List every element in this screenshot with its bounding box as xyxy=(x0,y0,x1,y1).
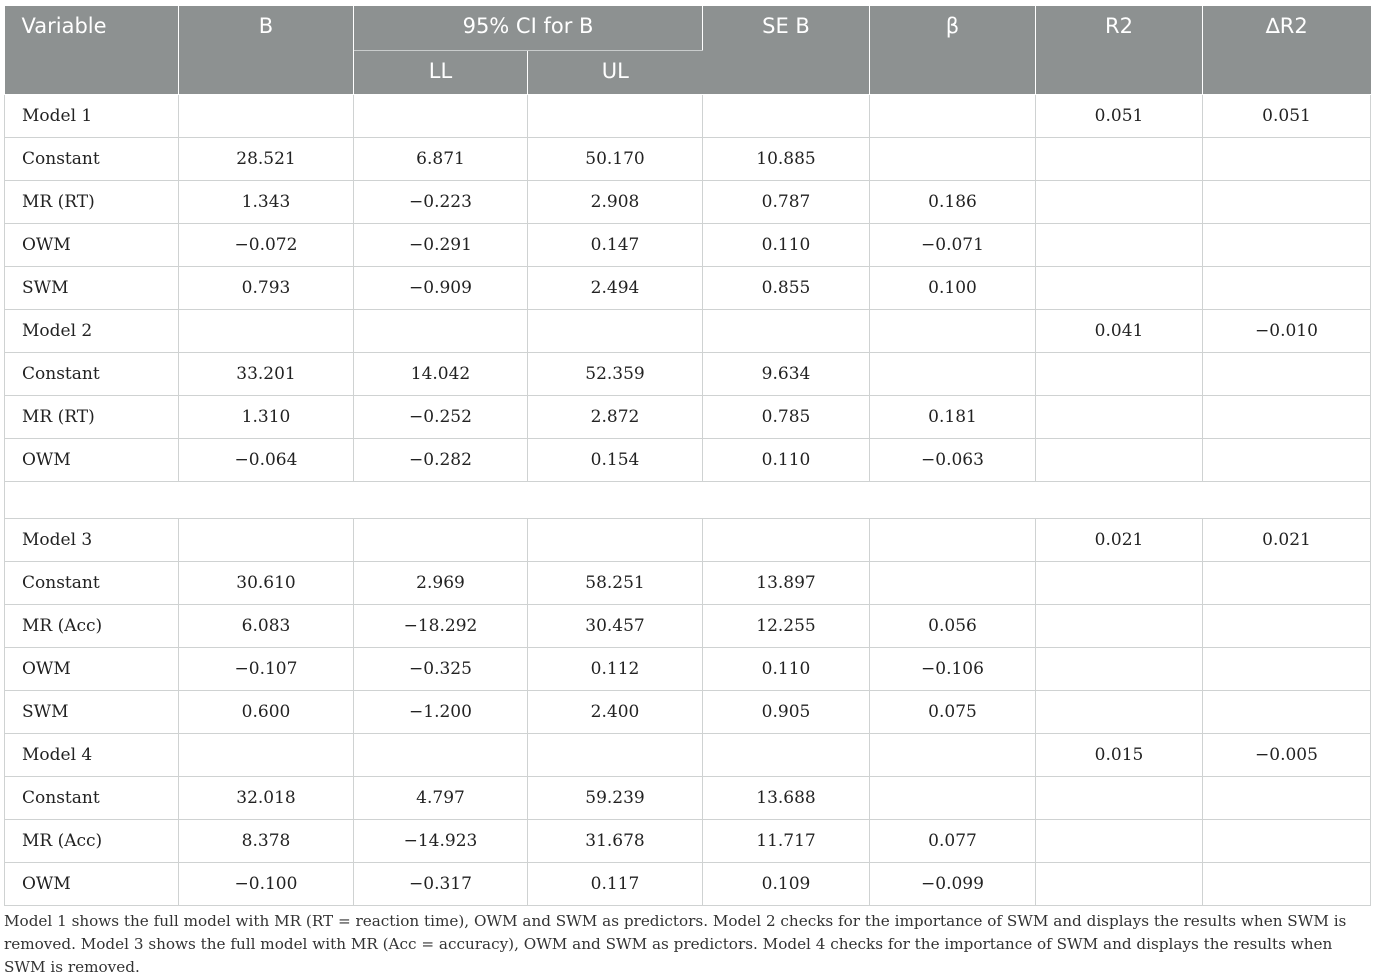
cell-se-b: 0.905 xyxy=(703,690,870,733)
cell-beta xyxy=(870,561,1036,604)
cell-ll xyxy=(354,518,528,561)
cell-se-b: 0.785 xyxy=(703,395,870,438)
table-header xyxy=(5,6,1371,94)
cell-delta-r2 xyxy=(1203,180,1371,223)
cell-se-b xyxy=(703,94,870,137)
cell-se-b: 12.255 xyxy=(703,604,870,647)
cell-ll: −0.317 xyxy=(354,862,528,905)
cell-se-b xyxy=(703,309,870,352)
cell-delta-r2: −0.010 xyxy=(1203,309,1371,352)
cell-beta: 0.075 xyxy=(870,690,1036,733)
cell-variable: Model 4 xyxy=(5,733,179,776)
table-row xyxy=(5,561,1371,604)
table-row xyxy=(5,223,1371,266)
cell-ul: 31.678 xyxy=(528,819,703,862)
cell-se-b xyxy=(703,518,870,561)
table-row xyxy=(5,438,1371,481)
cell-se-b: 0.109 xyxy=(703,862,870,905)
header-variable: Variable xyxy=(5,6,179,94)
cell-ul: 0.117 xyxy=(528,862,703,905)
cell-variable: OWM xyxy=(5,223,179,266)
cell-ul: 2.872 xyxy=(528,395,703,438)
cell-beta: 0.100 xyxy=(870,266,1036,309)
cell-beta: −0.106 xyxy=(870,647,1036,690)
cell-ul: 50.170 xyxy=(528,137,703,180)
cell-ul: 0.154 xyxy=(528,438,703,481)
cell-ll: 2.969 xyxy=(354,561,528,604)
cell-variable: OWM xyxy=(5,862,179,905)
cell-delta-r2 xyxy=(1203,561,1371,604)
cell-r2 xyxy=(1036,604,1203,647)
cell-r2 xyxy=(1036,266,1203,309)
cell-ul: 2.494 xyxy=(528,266,703,309)
cell-b: 6.083 xyxy=(179,604,354,647)
cell-ll xyxy=(354,733,528,776)
table-row xyxy=(5,647,1371,690)
cell-b xyxy=(179,733,354,776)
cell-b: −0.107 xyxy=(179,647,354,690)
header-r2: R2 xyxy=(1036,6,1203,94)
cell-ul: 0.112 xyxy=(528,647,703,690)
cell-ll: −0.909 xyxy=(354,266,528,309)
cell-variable: Model 2 xyxy=(5,309,179,352)
cell-r2 xyxy=(1036,223,1203,266)
header-beta: β xyxy=(870,6,1036,94)
cell-delta-r2: 0.021 xyxy=(1203,518,1371,561)
cell-delta-r2: −0.005 xyxy=(1203,733,1371,776)
cell-b: 33.201 xyxy=(179,352,354,395)
table-row xyxy=(5,776,1371,819)
cell-r2 xyxy=(1036,647,1203,690)
cell-ul xyxy=(528,733,703,776)
table-row xyxy=(5,352,1371,395)
cell-se-b: 13.897 xyxy=(703,561,870,604)
cell-r2: 0.021 xyxy=(1036,518,1203,561)
table-row xyxy=(5,309,1371,352)
cell-beta: −0.099 xyxy=(870,862,1036,905)
cell-beta xyxy=(870,137,1036,180)
cell-ll: −1.200 xyxy=(354,690,528,733)
cell-beta: 0.056 xyxy=(870,604,1036,647)
cell-r2 xyxy=(1036,180,1203,223)
table-row xyxy=(5,819,1371,862)
cell-delta-r2 xyxy=(1203,862,1371,905)
cell-r2 xyxy=(1036,819,1203,862)
table-row xyxy=(5,518,1371,561)
regression-table-container xyxy=(4,6,1370,906)
cell-r2 xyxy=(1036,776,1203,819)
cell-se-b: 0.110 xyxy=(703,647,870,690)
cell-beta xyxy=(870,94,1036,137)
cell-beta: 0.077 xyxy=(870,819,1036,862)
table-row xyxy=(5,266,1371,309)
cell-r2 xyxy=(1036,438,1203,481)
cell-ll: 14.042 xyxy=(354,352,528,395)
cell-b: 0.793 xyxy=(179,266,354,309)
cell-se-b: 0.855 xyxy=(703,266,870,309)
cell-variable: MR (RT) xyxy=(5,180,179,223)
header-delta-r2: ∆R2 xyxy=(1203,6,1371,94)
cell-se-b xyxy=(703,733,870,776)
cell-delta-r2 xyxy=(1203,438,1371,481)
cell-ul: 58.251 xyxy=(528,561,703,604)
cell-b xyxy=(179,518,354,561)
cell-ul xyxy=(528,518,703,561)
table-row xyxy=(5,690,1371,733)
cell-beta xyxy=(870,352,1036,395)
header-ll: LL xyxy=(354,50,528,94)
cell-variable: OWM xyxy=(5,647,179,690)
table-row xyxy=(5,94,1371,137)
cell-r2: 0.015 xyxy=(1036,733,1203,776)
cell-r2 xyxy=(1036,561,1203,604)
cell-ll: −14.923 xyxy=(354,819,528,862)
cell-ul xyxy=(528,94,703,137)
header-ci: 95% CI for B xyxy=(354,6,703,50)
cell-ul xyxy=(528,309,703,352)
cell-r2 xyxy=(1036,690,1203,733)
table-footnote: Model 1 shows the full model with MR (RT = reaction time), OWM and SWM as predictors. Model 2 checks for the importance of SWM and displays the results when SWM is removed. Model 3 shows the full model with MR (Acc = accuracy), OWM and SWM as predictors. Model 4 checks for the importance of SWM and displays the results when SWM is removed. xyxy=(4,912,1347,976)
cell-variable: OWM xyxy=(5,438,179,481)
cell-r2 xyxy=(1036,137,1203,180)
cell-variable: Constant xyxy=(5,352,179,395)
cell-ul: 2.908 xyxy=(528,180,703,223)
table-row xyxy=(5,733,1371,776)
table-row xyxy=(5,604,1371,647)
cell-ll: 6.871 xyxy=(354,137,528,180)
cell-beta xyxy=(870,776,1036,819)
cell-delta-r2 xyxy=(1203,647,1371,690)
cell-ll: −0.223 xyxy=(354,180,528,223)
cell-delta-r2 xyxy=(1203,137,1371,180)
cell-beta: 0.186 xyxy=(870,180,1036,223)
cell-variable: SWM xyxy=(5,690,179,733)
cell-beta xyxy=(870,518,1036,561)
cell-beta: −0.063 xyxy=(870,438,1036,481)
cell-variable: Model 1 xyxy=(5,94,179,137)
cell-ll: −18.292 xyxy=(354,604,528,647)
cell-delta-r2 xyxy=(1203,266,1371,309)
cell-ll: 4.797 xyxy=(354,776,528,819)
header-b: B xyxy=(179,6,354,94)
cell-variable: MR (RT) xyxy=(5,395,179,438)
cell-b xyxy=(179,94,354,137)
cell-se-b: 9.634 xyxy=(703,352,870,395)
cell-variable: MR (Acc) xyxy=(5,604,179,647)
cell-beta: 0.181 xyxy=(870,395,1036,438)
table-row xyxy=(5,180,1371,223)
cell-r2 xyxy=(1036,352,1203,395)
cell-ul: 52.359 xyxy=(528,352,703,395)
cell-ul: 0.147 xyxy=(528,223,703,266)
header-se-b: SE B xyxy=(703,6,870,94)
cell-beta: −0.071 xyxy=(870,223,1036,266)
cell-beta xyxy=(870,733,1036,776)
cell-ll xyxy=(354,309,528,352)
cell-b: 0.600 xyxy=(179,690,354,733)
cell-b: 30.610 xyxy=(179,561,354,604)
cell-b: −0.072 xyxy=(179,223,354,266)
cell-delta-r2 xyxy=(1203,352,1371,395)
spacer-row xyxy=(5,481,1371,518)
cell-b: −0.100 xyxy=(179,862,354,905)
cell-delta-r2 xyxy=(1203,690,1371,733)
spacer-cell xyxy=(5,481,1371,518)
cell-ll: −0.282 xyxy=(354,438,528,481)
cell-variable: Model 3 xyxy=(5,518,179,561)
cell-variable: Constant xyxy=(5,776,179,819)
cell-b: 1.310 xyxy=(179,395,354,438)
cell-se-b: 10.885 xyxy=(703,137,870,180)
cell-variable: Constant xyxy=(5,137,179,180)
cell-ul: 59.239 xyxy=(528,776,703,819)
cell-b xyxy=(179,309,354,352)
cell-se-b: 13.688 xyxy=(703,776,870,819)
cell-delta-r2 xyxy=(1203,395,1371,438)
cell-se-b: 0.110 xyxy=(703,438,870,481)
cell-variable: Constant xyxy=(5,561,179,604)
cell-delta-r2 xyxy=(1203,604,1371,647)
cell-beta xyxy=(870,309,1036,352)
table-row xyxy=(5,137,1371,180)
table-body xyxy=(5,94,1371,905)
cell-variable: MR (Acc) xyxy=(5,819,179,862)
cell-b: −0.064 xyxy=(179,438,354,481)
cell-b: 1.343 xyxy=(179,180,354,223)
cell-ll: −0.325 xyxy=(354,647,528,690)
cell-b: 8.378 xyxy=(179,819,354,862)
cell-se-b: 0.110 xyxy=(703,223,870,266)
cell-delta-r2 xyxy=(1203,223,1371,266)
cell-delta-r2: 0.051 xyxy=(1203,94,1371,137)
cell-variable: SWM xyxy=(5,266,179,309)
cell-ll: −0.252 xyxy=(354,395,528,438)
cell-b: 28.521 xyxy=(179,137,354,180)
cell-r2: 0.051 xyxy=(1036,94,1203,137)
table-row xyxy=(5,395,1371,438)
cell-delta-r2 xyxy=(1203,776,1371,819)
cell-r2: 0.041 xyxy=(1036,309,1203,352)
cell-ll: −0.291 xyxy=(354,223,528,266)
table-row xyxy=(5,862,1371,905)
cell-r2 xyxy=(1036,395,1203,438)
cell-r2 xyxy=(1036,862,1203,905)
cell-ul: 30.457 xyxy=(528,604,703,647)
cell-delta-r2 xyxy=(1203,819,1371,862)
regression-table xyxy=(4,6,1371,906)
cell-se-b: 11.717 xyxy=(703,819,870,862)
header-ul: UL xyxy=(528,50,703,94)
cell-b: 32.018 xyxy=(179,776,354,819)
cell-ul: 2.400 xyxy=(528,690,703,733)
cell-ll xyxy=(354,94,528,137)
cell-se-b: 0.787 xyxy=(703,180,870,223)
